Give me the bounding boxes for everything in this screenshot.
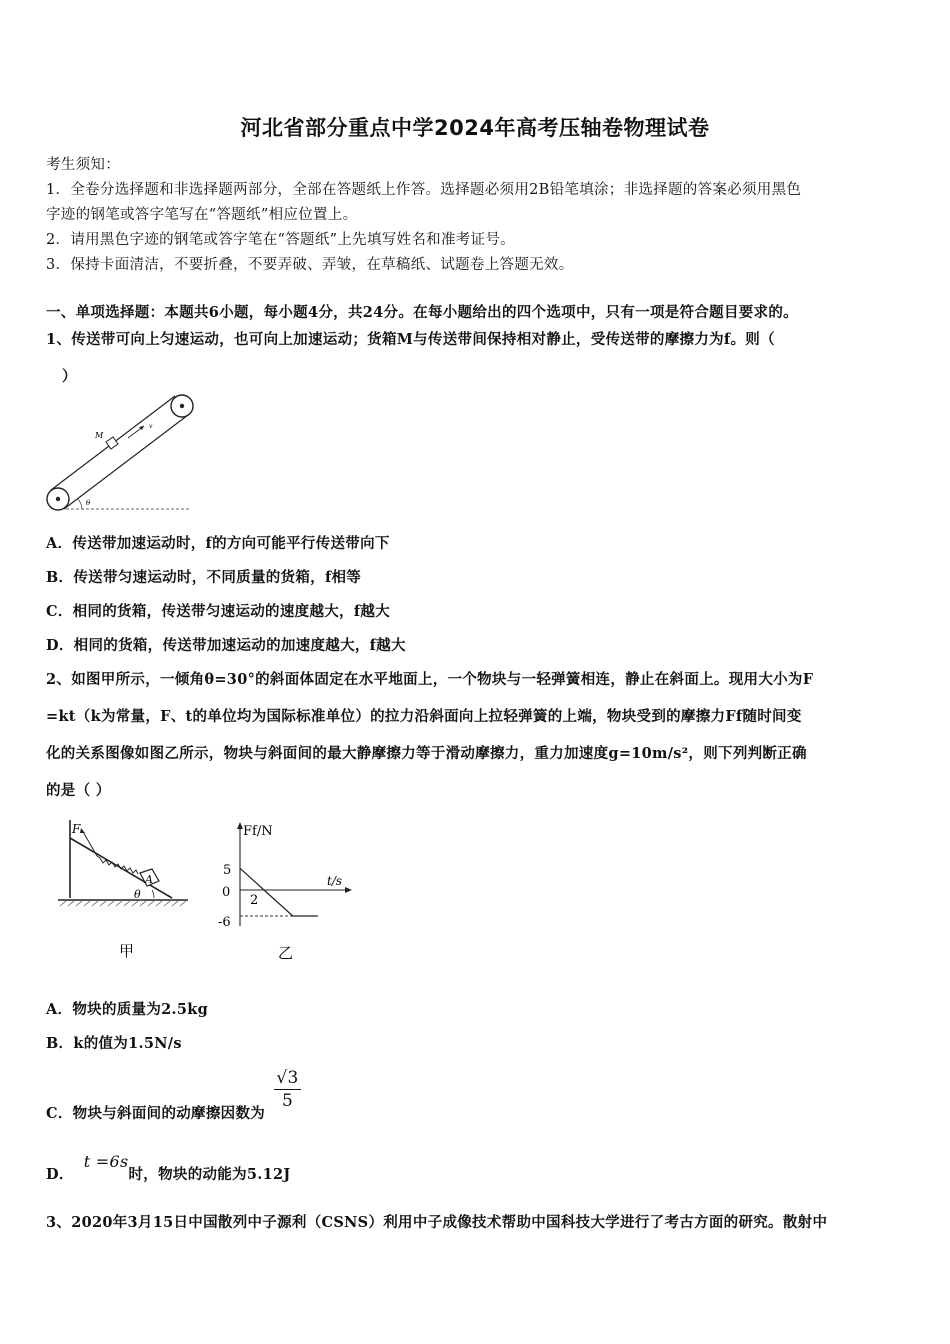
q2-option-d [46, 1151, 291, 1183]
notice-line-3: 3．保持卡面清洁，不要折叠，不要弄破、弄皱，在草稿纸、试题卷上答题无效。 [46, 257, 574, 273]
q2-option-c-fraction [274, 1068, 300, 1111]
notice-heading: 考生须知： [46, 157, 120, 173]
block-label: A [145, 873, 153, 886]
q1-option-c: C．相同的货箱，传送带匀速运动的速度越大，f越大 [46, 603, 390, 620]
caption-yi: 乙 [278, 944, 294, 962]
incline-figure-jia [52, 818, 197, 968]
velocity-label: v [149, 423, 153, 430]
q2-stem-3: 化的关系图像如图乙所示，物块与斜面间的最大静摩擦力等于滑动摩擦力，重力加速度g=10m/s²，则下列判断正确 [46, 745, 807, 762]
notice-line-1a: 1．全卷分选择题和非选择题两部分，全部在答题纸上作答。选择题必须用2B铅笔填涂；非选择题的答案必须用黑色 [46, 182, 802, 198]
q2-option-d-math: t =6s [83, 1152, 129, 1171]
q1-option-a: A．传送带加速运动时，f的方向可能平行传送带向下 [46, 535, 390, 552]
q2-option-c-text: C．物块与斜面间的动摩擦因数为 [46, 1104, 266, 1122]
tick-0: 0 [222, 885, 231, 900]
x-axis-label: t/s [327, 874, 343, 888]
spring [97, 856, 138, 874]
q2-option-d-text: 时，物块的动能为5.12J [128, 1166, 291, 1183]
q1-stem-close: ） [62, 368, 77, 385]
q2-stem-2: =kt（k为常量，F、t的单位均为国际标准单位）的拉力沿斜面向上拉轻弹簧的上端，物块受到的摩擦力Ff随时间变 [46, 708, 802, 725]
tick-neg6: -6 [218, 915, 231, 930]
fraction-numerator: √3 [276, 1068, 299, 1088]
force-label: F [72, 822, 81, 836]
incline-angle-label: θ [134, 888, 141, 901]
q3-stem: 3、2020年3月15日中国散列中子源利（CSNS）利用中子成像技术帮助中国科技大学进行了考古方面的研究。散射中 [46, 1214, 828, 1231]
y-axis-label: Ff/N [243, 824, 273, 839]
q1-option-d: D．相同的货箱，传送带加速运动的加速度越大，f越大 [46, 637, 406, 654]
tick-5: 5 [223, 863, 232, 878]
mass-label: M [95, 431, 104, 440]
section-heading: 一、单项选择题：本题共6小题，每小题4分，共24分。在每小题给出的四个选项中，只有一项是符合题目要求的。 [46, 304, 798, 321]
friction-time-chart [210, 816, 360, 968]
angle-label: θ [86, 499, 91, 507]
q2-stem-1: 2、如图甲所示，一倾角θ=30°的斜面体固定在水平地面上，一个物块与一轻弹簧相连，静止在斜面上。现用大小为F [46, 671, 814, 688]
notice-line-1b: 字迹的钢笔或答字笔写在“答题纸”相应位置上。 [46, 207, 358, 223]
conveyor-belt-figure [40, 388, 250, 518]
fraction-denominator: 5 [281, 1091, 294, 1111]
notice-line-2: 2．请用黑色字迹的钢笔或答字笔在“答题纸”上先填写姓名和准考证号。 [46, 232, 515, 248]
tick-2: 2 [250, 893, 259, 908]
q2-option-d-label: D． [46, 1166, 74, 1183]
q1-stem: 1、传送带可向上匀速运动，也可向上加速运动；货箱M与传送带间保持相对静止，受传送带的摩擦力为f。则（ [46, 331, 775, 348]
page-title: 河北省部分重点中学2024年高考压轴卷物理试卷 [240, 116, 710, 140]
caption-jia: 甲 [119, 942, 135, 960]
q2-option-c [46, 1068, 301, 1122]
q2-stem-4: 的是（ ） [46, 782, 111, 799]
q1-option-b: B．传送带匀速运动时，不同质量的货箱，f相等 [46, 569, 362, 586]
q2-option-b: B．k的值为1.5N/s [46, 1035, 182, 1052]
q2-option-a: A．物块的质量为2.5kg [46, 1001, 209, 1018]
